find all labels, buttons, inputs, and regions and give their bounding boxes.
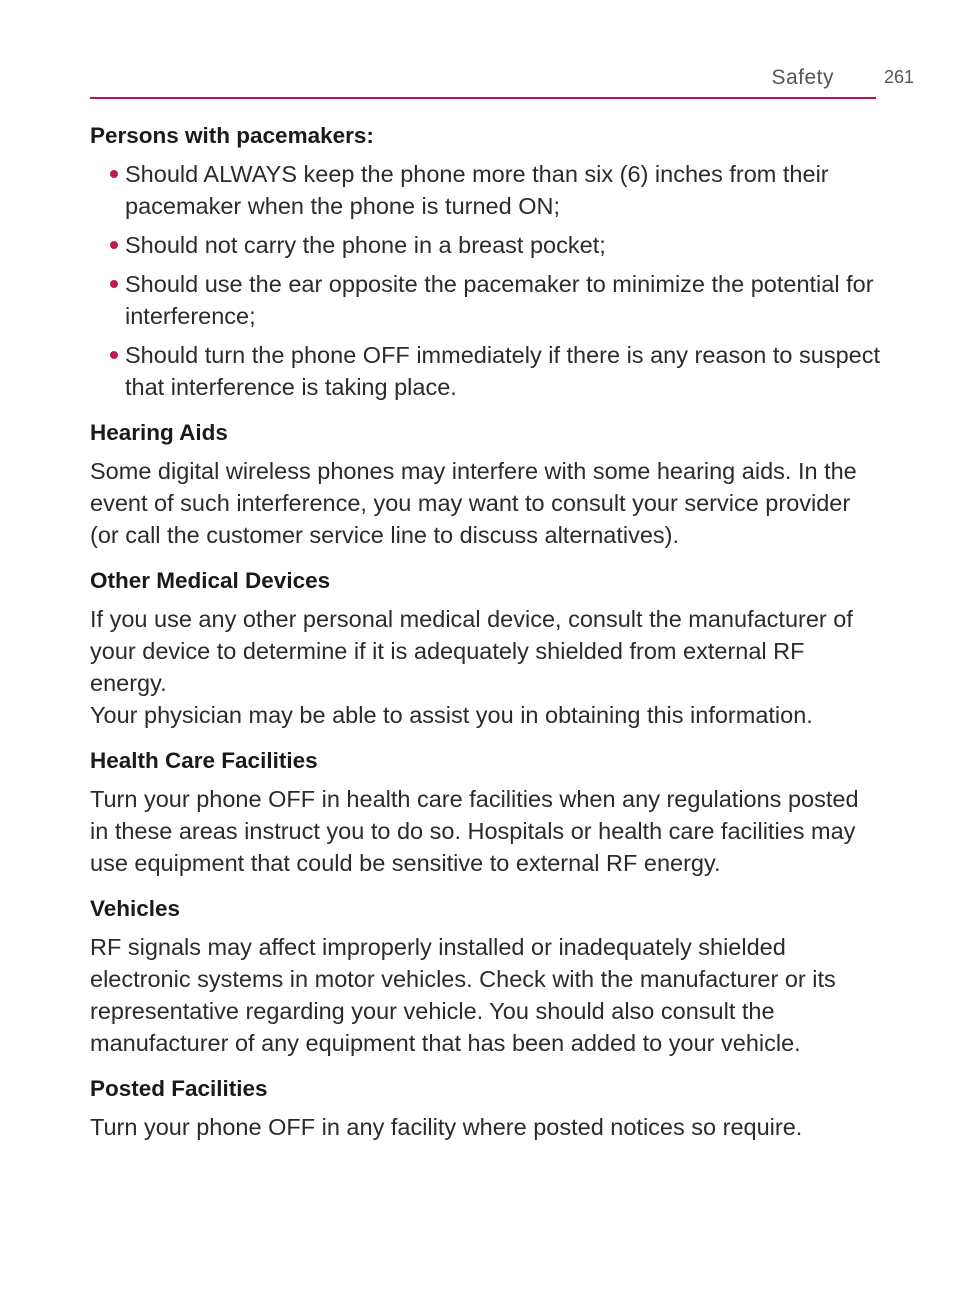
vehicles-body: RF signals may affect improperly installed or inadequately shielded electronic systems in motor vehicles. Check with the manufacturer or its representative regarding your vehicle. You should also consult the manufacturer of any equipment that has been added to your vehicle. (90, 934, 836, 1056)
heading-posted-facilities: Posted Facilities (90, 1076, 268, 1101)
posted-facilities-body: Turn your phone OFF in any facility where posted notices so require. (90, 1114, 803, 1140)
bullet-icon (110, 170, 118, 178)
bullet-text: Should use the ear opposite the pacemaker to minimize the potential for interference; (125, 271, 874, 329)
section-health-care-facilities (90, 745, 880, 879)
section-posted-facilities (90, 1073, 880, 1143)
bullet-icon (110, 351, 118, 359)
bullet-text: Should turn the phone OFF immediately if there is any reason to suspect that interference is taking place. (125, 342, 881, 400)
heading-health-care-facilities: Health Care Facilities (90, 748, 318, 773)
section-hearing-aids (90, 417, 880, 551)
bullet-icon (110, 280, 118, 288)
heading-vehicles: Vehicles (90, 896, 181, 921)
list-item (90, 268, 880, 332)
page-number: 261 (883, 67, 914, 87)
list-item (90, 339, 880, 403)
heading-other-medical-devices: Other Medical Devices (90, 568, 331, 593)
list-item (90, 158, 880, 222)
heading-pacemakers: Persons with pacemakers: (90, 123, 374, 148)
bullet-icon (110, 241, 118, 249)
bullet-text: Should ALWAYS keep the phone more than six (6) inches from their pacemaker when the phone is turned ON; (125, 161, 829, 219)
hearing-aids-body: Some digital wireless phones may interfere with some hearing aids. In the event of such interference, you may want to consult your service provider (or call the customer service line to discuss alternatives). (90, 458, 857, 548)
section-pacemakers (90, 120, 880, 403)
section-title: Safety (771, 66, 834, 89)
page-content (90, 120, 880, 1143)
section-vehicles (90, 893, 880, 1059)
list-item (90, 229, 880, 261)
header-divider (90, 97, 876, 99)
health-care-body: Turn your phone OFF in health care facilities when any regulations posted in these areas instruct you to do so. Hospitals or health care facilities may use equipment that could be sensitive to external RF energy. (90, 786, 859, 876)
other-medical-body-2: Your physician may be able to assist you in obtaining this information. (90, 702, 813, 728)
heading-hearing-aids: Hearing Aids (90, 420, 228, 445)
section-other-medical-devices (90, 565, 880, 731)
pacemaker-bullet-list (90, 158, 880, 403)
bullet-text: Should not carry the phone in a breast pocket; (125, 232, 606, 258)
page-header (90, 60, 914, 96)
other-medical-body: If you use any other personal medical device, consult the manufacturer of your device to determine if it is adequately shielded from external RF energy. (90, 606, 853, 696)
